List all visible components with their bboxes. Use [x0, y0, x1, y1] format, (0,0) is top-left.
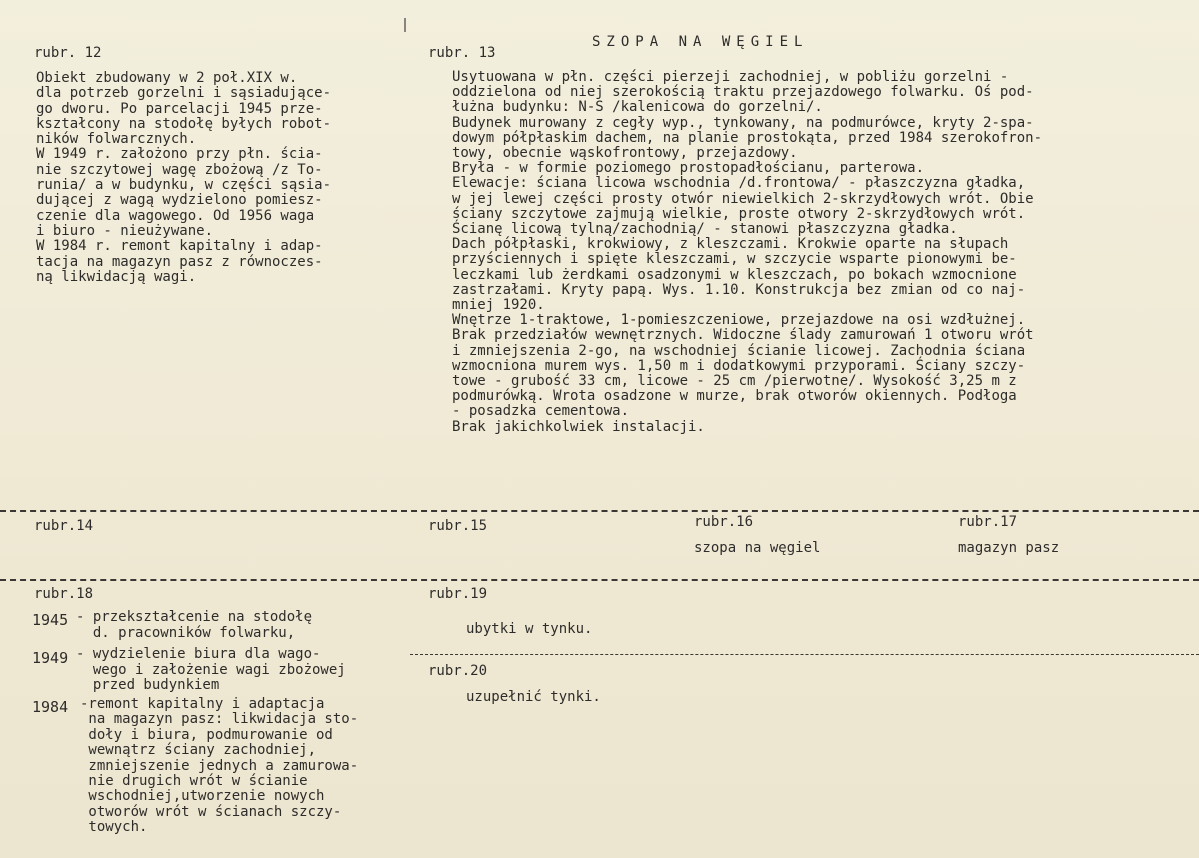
rubr12-text: Obiekt zbudowany w 2 poł.XIX w. dla potrzeb gorzelni i sąsiadujące- go dworu. Po parcelacji 1945 prze- kształcony na stodołę byłych robot- ników folwarcznych. W 1949 r. założono przy płn. ścia- nie szczytowej wagę zbożową /z To- runia/ a w budynku, w części sąsia- dującej z wagą wydzielono pomiesz- czenie dla wagowego. Od 1956 waga i biuro - nieużywane. W 1984 r. remont kapitalny i adap- tacja na magazyn pasz z równoczes- ną likwidacją wagi. — [36, 70, 332, 285]
rubr19-20-divider — [410, 654, 1199, 655]
rubr18-label: rubr.18 — [34, 586, 94, 602]
rubr16-label: rubr.16 — [694, 514, 754, 530]
document-title: SZOPA NA WĘGIEL — [592, 34, 809, 50]
rubr12-label: rubr. 12 — [34, 45, 102, 61]
rubr16-text: szopa na węgiel — [694, 540, 821, 556]
history-year-1945: 1945 — [32, 611, 69, 629]
rubr15-label: rubr.15 — [428, 518, 488, 534]
history-entry-1984: -remont kapitalny i adaptacja na magazyn pasz: likwidacja sto- doły i biura, podmurowanie od wewnątrz ściany zachodniej, zmniejszenie jednych a zamurowa- nie drugich wrót w ścianie wschodniej,utworzenie nowych otworów wrót w ścianach szczy- towych. — [80, 696, 359, 836]
history-entry-1945: - przekształcenie na stodołę d. pracowników folwarku, — [76, 609, 313, 641]
history-year-1949: 1949 — [32, 649, 69, 667]
rubr13-text: Usytuowana w płn. części pierzeji zachodniej, w pobliżu gorzelni - oddzielona od niej szerokością traktu przejazdowego folwarku. Oś pod- łużna budynku: N-S /kalenicowa do gorzelni/. Budynek murowany z cegły wyp., tynkowany, na podmurówce, kryty 2-spa- dowym półpłaskim dachem, na planie prostokąta, przed 1984 szerokofron- towy, obecnie wąskofrontowy, przejazdowy. Bryła - w formie poziomego prostopadłościanu, parterowa. Elewacje: ściana licowa wschodnia /d.frontowa/ - płaszczyzna gładka, w jej lewej części prosty otwór niewielkich 2-skrzydłowych wrót. Obie ściany szczytowe zajmują wielkie, proste otwory 2-skrzydłowych wrót. Ścianę licową tylną/zachodnią/ - stanowi płaszczyzna gładka. Dach półpłaski, krokwiowy, z kleszczami. Krokwie oparte na słupach przyściennych i spięte kleszczami, w szczycie wsparte pionowymi be- leczkami lub żerdkami osadzonymi w kleszczach, po bokach wzmocnione zastrzałami. Kryty papą. Wys. 1.10. Konstrukcja bez zmian od co naj- mniej 1920. Wnętrze 1-traktowe, 1-pomieszczeniowe, przejazdowe na osi wzdłużnej. Brak przedziałów wewnętrznych. Widoczne ślady zamurowań 1 otworu wrót i zmniejszenia 2-go, na wschodniej ścianie licowej. Zachodnia ściana wzmocniona murem wys. 1,50 m i dodatkowymi przyporami. Ściany szczy- towe - grubość 33 cm, licowe - 25 cm /pierwotne/. Wysokość 3,25 m z podmurówką. Wrota osadzone w murze, brak otworów okiennych. Podłoga - posadzka cementowa. Brak jakichkolwiek instalacji. — [452, 69, 1043, 435]
history-entry-1949: - wydzielenie biura dla wago- wego i założenie wagi zbożowej przed budynkiem — [76, 646, 346, 693]
rubr13-label: rubr. 13 — [428, 45, 496, 61]
rubr20-text: uzupełnić tynki. — [466, 689, 601, 705]
history-year-1984: 1984 — [32, 698, 69, 716]
rubr17-label: rubr.17 — [958, 514, 1018, 530]
section-divider-1 — [0, 510, 1199, 512]
rubr19-text: ubytki w tynku. — [466, 621, 593, 637]
rubr14-label: rubr.14 — [34, 518, 94, 534]
rubr19-label: rubr.19 — [428, 586, 488, 602]
section-divider-2 — [0, 579, 1199, 581]
rubr20-label: rubr.20 — [428, 663, 488, 679]
punch-mark — [404, 18, 406, 32]
rubr17-text: magazyn pasz — [958, 540, 1060, 556]
